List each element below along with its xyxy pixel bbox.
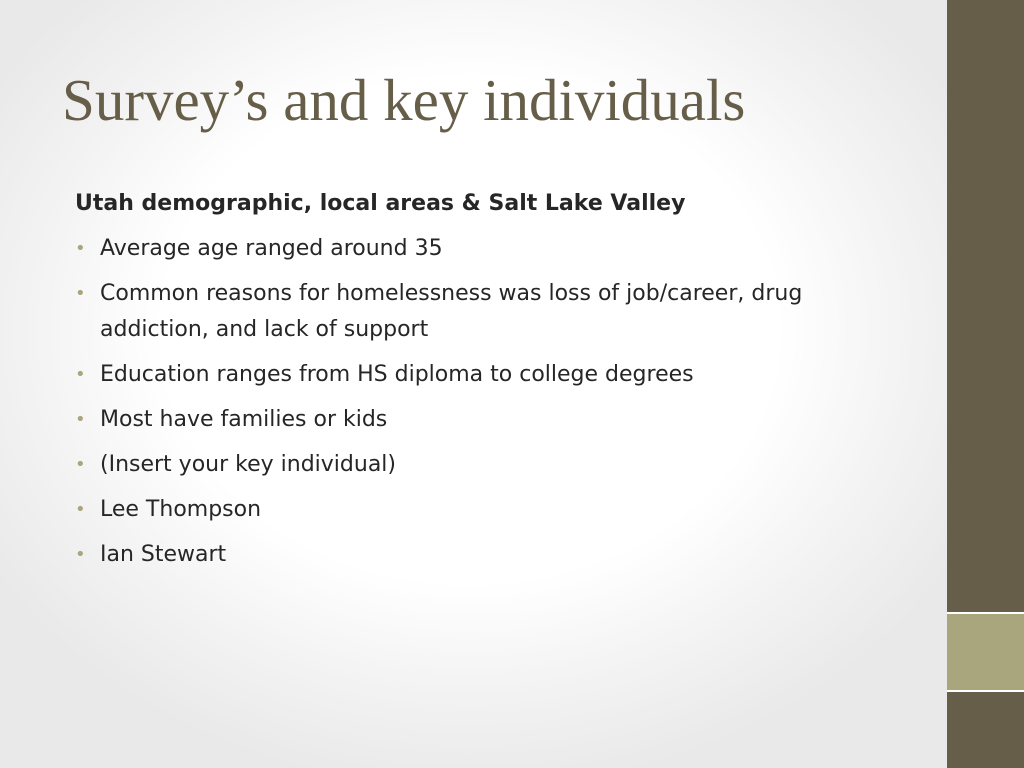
bullet-icon: • [75, 238, 86, 259]
bullet-item [75, 276, 875, 348]
bullet-icon: • [75, 454, 86, 475]
side-accent-divider-bottom [947, 690, 1024, 692]
bullet-icon: • [75, 364, 86, 385]
bullet-text: Most have families or kids [100, 407, 388, 432]
bullet-text: (Insert your key individual) [100, 452, 396, 477]
bullet-item [75, 357, 875, 393]
bullet-item [75, 492, 875, 528]
bullet-icon: • [75, 409, 86, 430]
bullet-item [75, 537, 875, 573]
bullet-item [75, 231, 875, 267]
bullet-text: Education ranges from HS diploma to college degrees [100, 362, 694, 387]
bullet-icon: • [75, 283, 86, 304]
bullet-list [75, 231, 875, 573]
bullet-text: Common reasons for homelessness was loss of job/career, drug addiction, and lack of support [100, 281, 803, 342]
bullet-icon: • [75, 544, 86, 565]
bullet-icon: • [75, 499, 86, 520]
slide-body [75, 186, 875, 582]
bullet-item [75, 447, 875, 483]
slide-title: Survey’s and key individuals [62, 67, 746, 133]
bullet-text: Lee Thompson [100, 497, 262, 522]
bullet-text: Average age ranged around 35 [100, 236, 443, 261]
subheading: Utah demographic, local areas & Salt Lake Valley [75, 191, 686, 216]
side-accent-block [947, 614, 1024, 690]
bullet-item [75, 402, 875, 438]
bullet-text: Ian Stewart [100, 542, 227, 567]
